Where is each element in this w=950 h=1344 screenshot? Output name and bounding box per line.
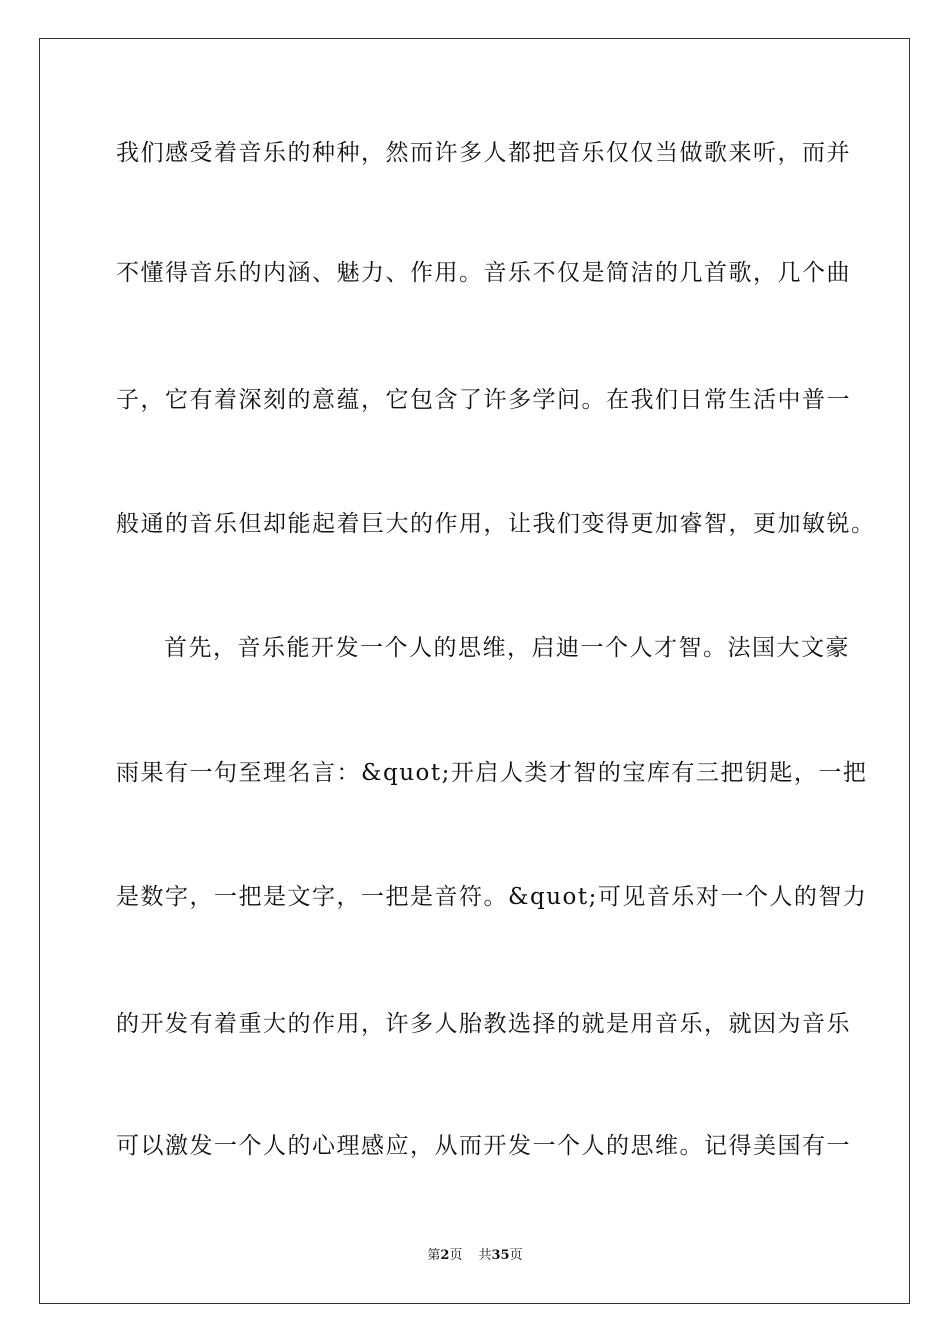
page-frame <box>39 38 910 1304</box>
body-line-4: 般通的音乐但却能起着巨大的作用，让我们变得更加睿智，更加敏锐。 <box>116 511 876 537</box>
footer-page-prefix: 第 <box>427 1248 441 1263</box>
body-line-7: 是数字，一把是文字，一把是音符。&quot;可见音乐对一个人的智力 <box>116 884 868 910</box>
body-line-6: 雨果有一句至理名言：&quot;开启人类才智的宝库有三把钥匙，一把 <box>116 760 868 786</box>
page-footer <box>0 1248 950 1264</box>
body-line-1: 我们感受着音乐的种种，然而许多人都把音乐仅仅当做歌来听，而并 <box>116 140 851 166</box>
body-line-8: 的开发有着重大的作用，许多人胎教选择的就是用音乐，就因为音乐 <box>116 1011 851 1037</box>
footer-page-number: 2 <box>440 1248 450 1263</box>
body-line-9: 可以激发一个人的心理感应，从而开发一个人的思维。记得美国有一 <box>116 1133 851 1159</box>
footer-total-suffix: 页 <box>509 1248 523 1263</box>
footer-page-suffix: 页 <box>449 1248 463 1263</box>
body-line-2: 不懂得音乐的内涵、魅力、作用。音乐不仅是简洁的几首歌，几个曲 <box>116 260 851 286</box>
body-line-3: 子，它有着深刻的意蕴，它包含了许多学问。在我们日常生活中普一 <box>116 387 851 413</box>
footer-total-pages: 35 <box>491 1248 510 1263</box>
body-line-5-paragraph-start: 首先，音乐能开发一个人的思维，启迪一个人才智。法国大文豪 <box>164 635 850 661</box>
footer-total-prefix: 共 <box>478 1248 492 1263</box>
